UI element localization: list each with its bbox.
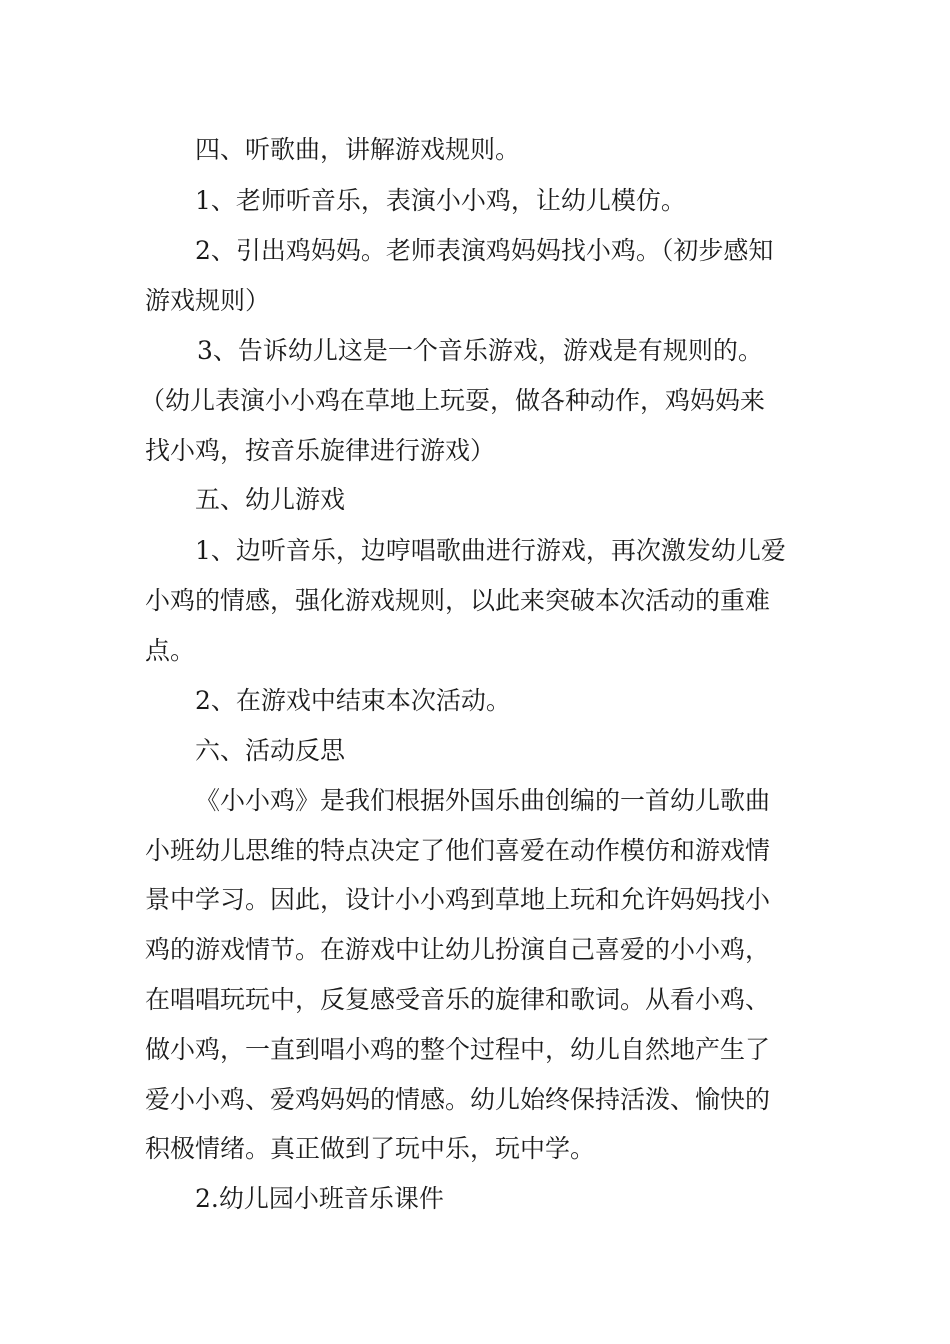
paragraph-line: 1、老师听音乐，表演小小鸡，让幼儿模仿。 [195,186,686,215]
paragraph-line: 1、边听音乐，边哼唱歌曲进行游戏，再次激发幼儿爱 [195,536,786,565]
paragraph-line: 景中学习。因此，设计小小鸡到草地上玩和允许妈妈找小 [145,885,771,914]
paragraph-line: 2、在游戏中结束本次活动。 [195,686,511,715]
paragraph-line: 做小鸡，一直到唱小鸡的整个过程中，幼儿自然地产生了 [145,1035,771,1064]
paragraph-line: 爱小小鸡、爱鸡妈妈的情感。幼儿始终保持活泼、愉快的 [145,1085,771,1114]
paragraph-line: 鸡的游戏情节。在游戏中让幼儿扮演自己喜爱的小小鸡， [145,935,771,964]
section-heading-next-article: 2.幼儿园小班音乐课件 [195,1184,444,1213]
paragraph-line: 点。 [145,636,196,665]
paragraph-line: 在唱唱玩玩中，反复感受音乐的旋律和歌词。从看小鸡、 [145,985,771,1014]
paragraph-line: （幼儿表演小小鸡在草地上玩耍，做各种动作，鸡妈妈来 [140,386,766,415]
section-heading-game: 五、幼儿游戏 [195,485,346,514]
paragraph-line: 游戏规则） [145,286,271,315]
section-heading-listen: 四、听歌曲，讲解游戏规则。 [195,135,521,164]
paragraph-line: 2、引出鸡妈妈。老师表演鸡妈妈找小鸡。（初步感知 [195,236,774,265]
paragraph-line: 《小小鸡》是我们根据外国乐曲创编的一首幼儿歌曲 [195,786,771,815]
paragraph-line: 小班幼儿思维的特点决定了他们喜爱在动作模仿和游戏情 [145,836,771,865]
paragraph-line: 积极情绪。真正做到了玩中乐，玩中学。 [145,1134,596,1163]
paragraph-line: 找小鸡，按音乐旋律进行游戏） [145,436,496,465]
paragraph-line: 3、告诉幼儿这是一个音乐游戏，游戏是有规则的。 [197,336,763,365]
section-heading-reflection: 六、活动反思 [195,736,346,765]
paragraph-line: 小鸡的情感，强化游戏规则，以此来突破本次活动的重难 [145,586,771,615]
